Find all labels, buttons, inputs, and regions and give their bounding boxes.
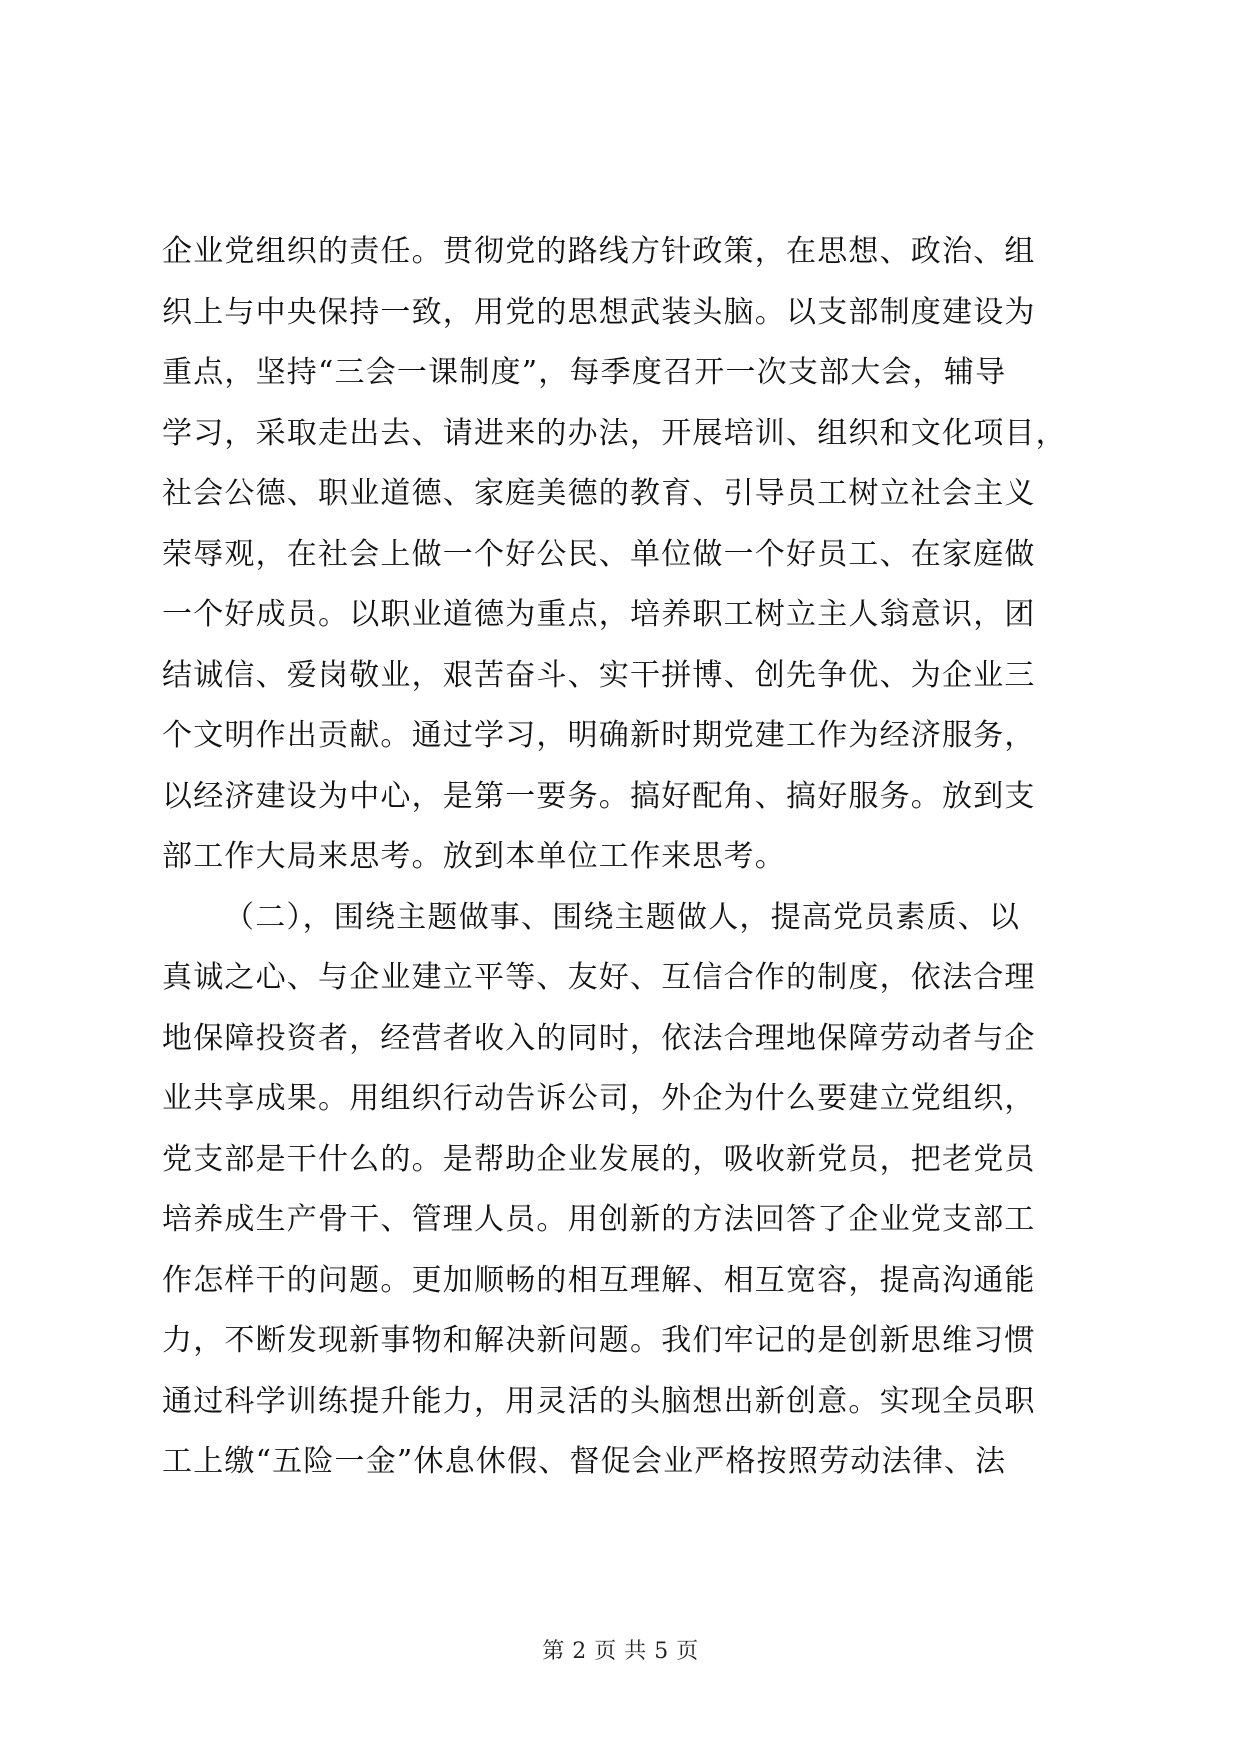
text-line: 重点，坚持“三会一课制度”，每季度召开一次支部大会，辅导 [162, 355, 1007, 390]
text-line: 党支部是干什么的。是帮助企业发展的，吸收新党员，把老党员 [162, 1141, 1036, 1177]
text-line: 以经济建设为中心，是第一要务。搞好配角、搞好服务。放到支 [162, 778, 1036, 814]
text-line: 部工作大局来思考。放到本单位工作来思考。 [162, 839, 786, 874]
text-line: 通过科学训练提升能力，用灵活的头脑想出新创意。实现全员职 [162, 1383, 1036, 1419]
text-line: 地保障投资者，经营者收入的同时，依法合理地保障劳动者与企 [162, 1020, 1036, 1056]
text-line: 学习，采取走出去、请进来的办法，开展培训、组织和文化项目， [162, 415, 1067, 451]
text-line: 一个好成员。以职业道德为重点，培养职工树立主人翁意识，团 [162, 597, 1036, 632]
text-line: 工上缴“五险一金”休息休假、督促会业严格按照劳动法律、法 [162, 1444, 1007, 1479]
text-line: 力，不断发现新事物和解决新问题。我们牢记的是创新思维习惯 [162, 1323, 1036, 1358]
body-text [162, 222, 1082, 1493]
paragraph-start-line: （二），围绕主题做事、围绕主题做人，提高党员素质、以 [224, 899, 1021, 935]
text-line: 织上与中央保持一致，用党的思想武装头脑。以支部制度建设为 [162, 294, 1036, 330]
text-line: 真诚之心、与企业建立平等、友好、互信合作的制度，依法合理 [162, 960, 1036, 995]
text-line: 企业党组织的责任。贯彻党的路线方针政策，在思想、政治、组 [162, 234, 1036, 269]
text-line: 作怎样干的问题。更加顺畅的相互理解、相互宽容，提高沟通能 [162, 1262, 1036, 1298]
text-line: 社会公德、职业道德、家庭美德的教育、引导员工树立社会主义 [162, 476, 1036, 511]
text-line: 培养成生产骨干、管理人员。用创新的方法回答了企业党支部工 [162, 1202, 1036, 1237]
text-line: 荣辱观，在社会上做一个好公民、单位做一个好员工、在家庭做 [162, 536, 1036, 572]
text-line: 结诚信、爱岗敬业，艰苦奋斗、实干拼博、创先争优、为企业三 [162, 657, 1036, 693]
text-line: 个文明作出贡献。通过学习，明确新时期党建工作为经济服务， [162, 718, 1036, 753]
page-number-footer: 第 2 页 共 5 页 [542, 1639, 699, 1664]
text-line: 业共享成果。用组织行动告诉公司，外企为什么要建立党组织， [162, 1081, 1036, 1116]
